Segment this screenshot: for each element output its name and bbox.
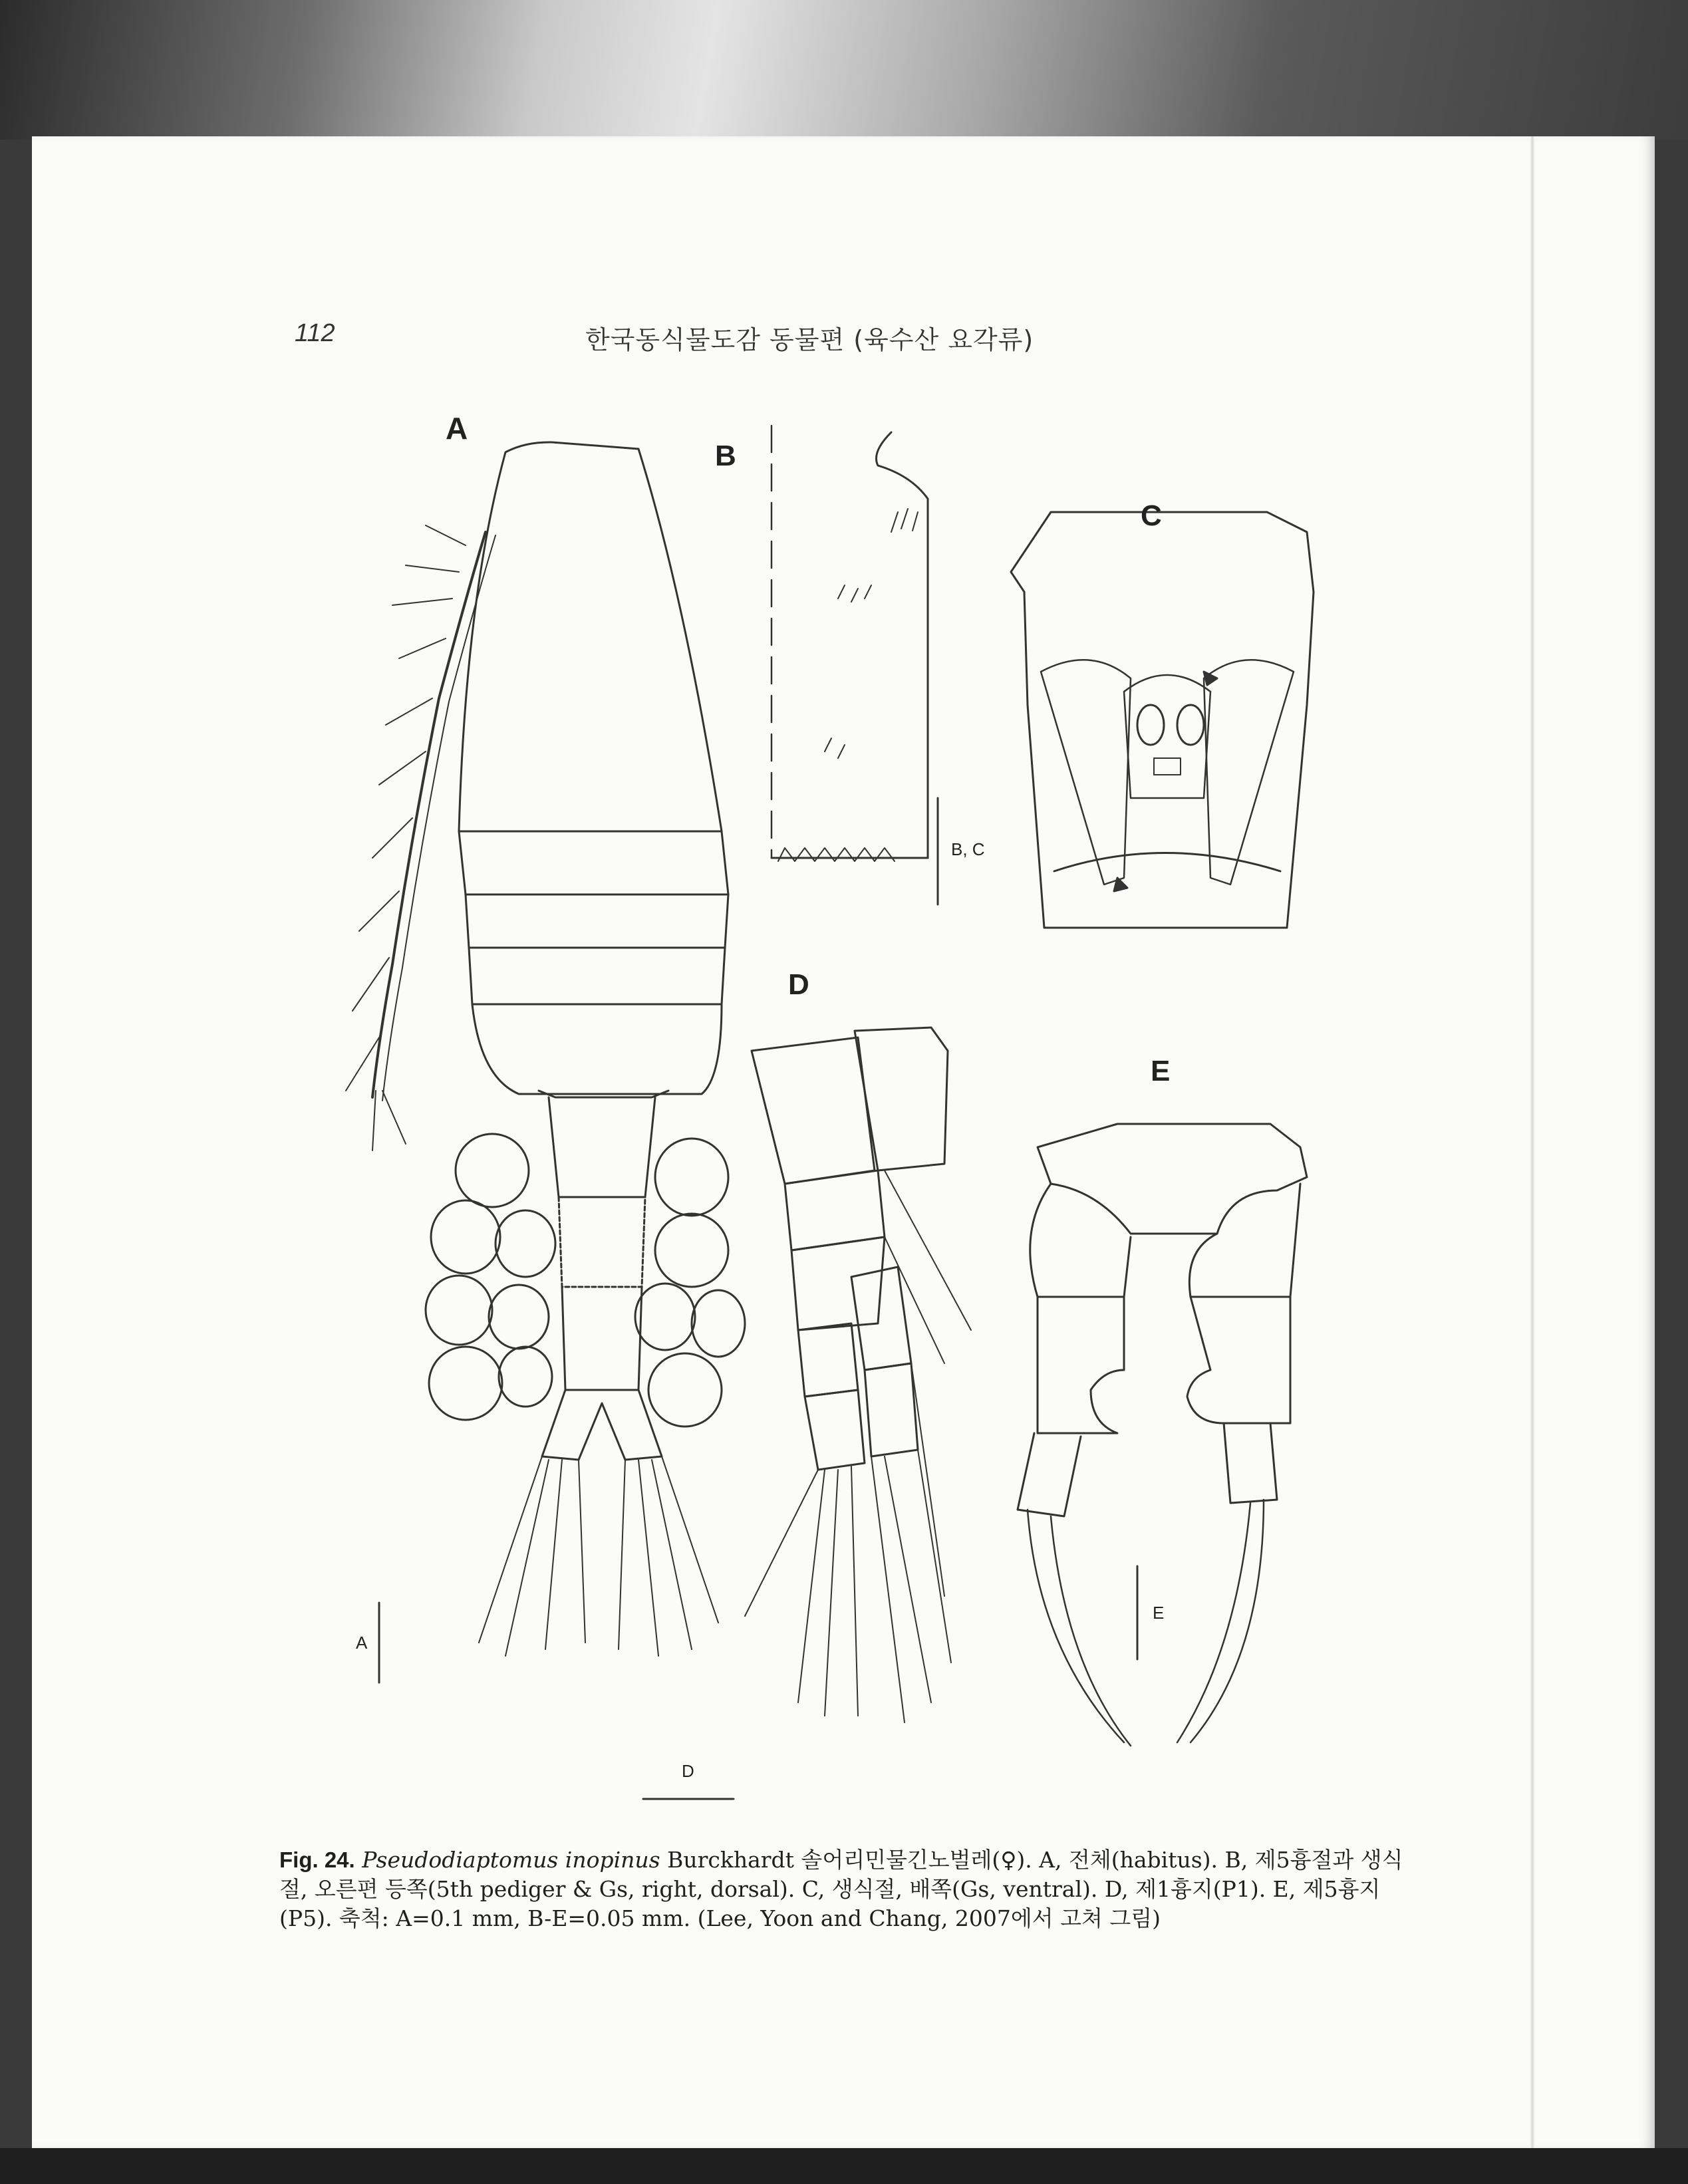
scale-label-d: D bbox=[682, 1761, 694, 1781]
running-header: 한국동식물도감 동물편 (육수산 요각류) bbox=[585, 325, 1034, 354]
scale-label-a: A bbox=[356, 1633, 368, 1653]
caption-figure-label: Fig. 24. bbox=[279, 1847, 355, 1872]
page-fold-edge bbox=[1530, 136, 1535, 2148]
scale-label-bc: B, C bbox=[951, 839, 985, 859]
panel-label-d: D bbox=[788, 968, 809, 1001]
panel-label-c: C bbox=[1141, 499, 1162, 532]
page-number: 112 bbox=[295, 319, 335, 347]
panel-label-a: A bbox=[446, 411, 468, 446]
figure-caption bbox=[279, 1845, 1423, 1933]
scan-background-top bbox=[0, 0, 1688, 140]
caption-body: Burckhardt 솔어리민물긴노벌레(♀). A, 전체(habitus). B, 제5흉절과 생식절, 오른편 등쪽(5th pediger & Gs, right, dorsal). C, 생식절, 배쪽(Gs, ventral). D, 제1흉지(P1). E, 제5흉지(P5). 축척: A=0.1 mm, B-E=0.05 mm. (Lee, Yoon and Chang, 2007에서 고쳐 그림) bbox=[279, 1847, 1403, 1931]
scan-background-bottom bbox=[0, 2148, 1688, 2184]
caption-species-name: Pseudodiaptomus inopinus bbox=[362, 1847, 660, 1873]
scale-label-e: E bbox=[1153, 1603, 1165, 1623]
panel-label-e: E bbox=[1151, 1055, 1171, 1087]
panel-label-b: B bbox=[715, 440, 736, 472]
